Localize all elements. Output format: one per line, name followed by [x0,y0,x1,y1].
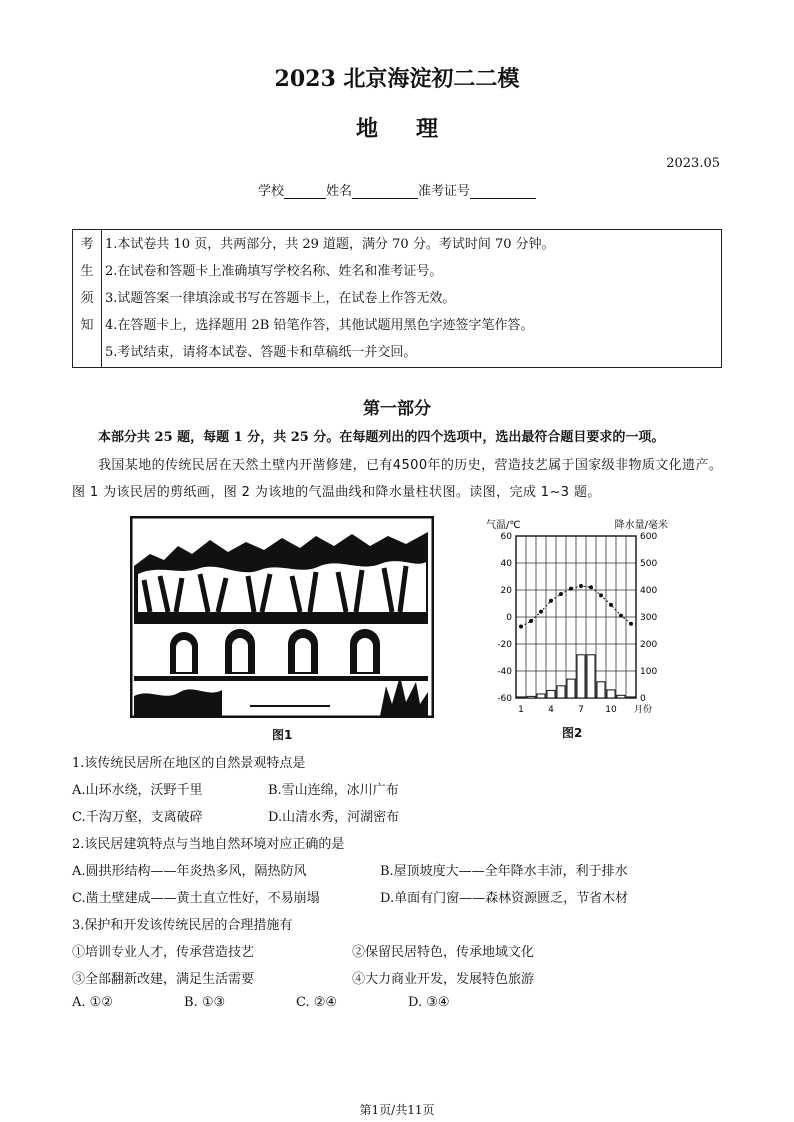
notice-rule: 5.考试结束，请将本试卷、答题卡和草稿纸一并交回。 [105,345,417,360]
temp-tick-label: 0 [506,613,512,623]
notice-rule: 2.在试卷和答题卡上准确填写学校名称、姓名和准考证号。 [105,264,443,279]
precip-tick-label: 500 [640,559,658,569]
temperature-point [629,622,633,626]
temperature-point [519,624,523,628]
q1-option-c: C.千沟万壑，支离破碎 [72,810,203,825]
notice-rule: 4.在答题卡上，选择题用 2B 铅笔作答，其他试题用黑色字迹签字笔作答。 [105,318,534,333]
school-blank [284,185,326,199]
precip-bar [567,679,575,698]
part-intro: 本部分共 25 题，每题 1 分，共 25 分。在每题列出的四个选项中，选出最符合题目要求的一项。 [98,430,665,445]
subject-title: 地理 [355,116,476,142]
exam-no-label: 准考证号 [418,184,471,199]
name-blank [352,185,418,199]
month-tick-label: 10 [605,705,617,715]
page-footer: 第1页/共11页 [359,1103,435,1117]
temperature-point [589,585,593,589]
q3-option-d: D. ③④ [408,995,450,1010]
precip-tick-label: 300 [640,613,658,623]
q2-option-b: B.屋顶坡度大——全年降水丰沛，利于排水 [380,864,628,879]
temp-tick-label: 60 [500,532,512,542]
climate-chart-svg [486,514,668,718]
precip-bar [617,695,625,698]
temperature-point [549,599,553,603]
temp-tick-label: -60 [497,694,512,704]
q3-option-b: B. ①③ [184,995,226,1010]
exam-date: 2023.05 [666,156,720,171]
school-label: 学校 [257,184,284,199]
q3-item-3: ③全部翻新改建，满足生活需要 [72,972,255,987]
question-3-stem: 3.保护和开发该传统民居的合理措施有 [72,918,293,933]
temperature-point [619,614,623,618]
q2-option-d: D.单面有门窗——森林资源匮乏，节省木材 [380,891,629,906]
q1-option-b: B.雪山连绵，冰川广布 [268,783,399,798]
notice-rule: 1.本试卷共 10 页，共两部分，共 29 道题，满分 70 分。考试时间 70 分钟。 [105,237,555,252]
student-info-line [0,180,794,199]
precip-bar [557,686,565,698]
month-tick-label: 7 [578,705,584,715]
temperature-point [569,587,573,591]
temperature-point [599,593,603,597]
temp-tick-label: -40 [497,667,512,677]
name-label: 姓名 [325,184,352,199]
precip-tick-label: 400 [640,586,658,596]
notice-side-label: 考 生 须 知 [73,230,102,368]
precip-bar [527,696,535,698]
month-tick-label: 4 [548,705,554,715]
q3-item-4: ④大力商业开发，发展特色旅游 [352,972,535,987]
precip-tick-label: 100 [640,667,658,677]
precip-tick-label: 0 [640,694,646,704]
q1-option-d: D.山清水秀，河湖密布 [268,810,400,825]
temp-tick-label: 20 [500,586,512,596]
q3-item-1: ①培训专业人才，传承营造技艺 [72,945,255,960]
x-axis-label: 月份 [634,705,653,715]
q3-option-c: C. ②④ [296,995,338,1010]
papercut-image [130,516,434,718]
temp-tick-label: 40 [500,559,512,569]
precip-bar [547,690,555,698]
temperature-point [529,619,533,623]
figure-2-caption: 图2 [562,726,583,740]
passage: 我国某地的传统民居在天然土壁内开凿修建，已有4500年的历史，营造技艺属于国家级非物质文化遗产。图 1 为该民居的剪纸画，图 2 为该地的气温曲线和降水量柱状图。读图，完成 1~3 题。 [72,458,723,500]
question-2-stem: 2.该民居建筑特点与当地自然环境对应正确的是 [72,837,345,852]
precip-bar [587,655,595,698]
exam-title: 2023 北京海淀初二二模 [274,66,520,92]
q2-option-a: A.圆拱形结构——年炎热多风，隔热防风 [72,864,307,879]
temperature-point [539,610,543,614]
precip-bar [537,694,545,698]
notice-rules [102,230,722,368]
temp-axis-label: 气温/℃ [486,520,521,531]
precip-tick-label: 200 [640,640,658,650]
temperature-point [559,592,563,596]
month-tick-label: 1 [518,705,524,715]
precip-bar [627,697,635,698]
precip-axis-label: 降水量/毫米 [614,520,668,531]
part-title: 第一部分 [363,399,431,419]
question-1-stem: 1.该传统民居所在地区的自然景观特点是 [72,756,306,771]
precip-bar [517,697,525,698]
q3-item-2: ②保留民居特色，传承地域文化 [352,945,535,960]
precip-bar [597,682,605,698]
temperature-point [579,584,583,588]
figure-1-papercut [130,516,434,742]
precip-bar [577,655,585,698]
q1-option-a: A.山环水绕，沃野千里 [72,783,203,798]
temp-tick-label: -20 [497,640,512,650]
exam-notice-table [72,229,722,368]
figure-1-caption: 图1 [272,728,293,742]
figure-2-climate-chart [486,514,668,740]
q2-option-c: C.凿土壁建成——黄土直立性好，不易崩塌 [72,891,320,906]
precip-tick-label: 600 [640,532,658,542]
exam-no-blank [470,185,536,199]
notice-rule: 3.试题答案一律填涂或书写在答题卡上，在试卷上作答无效。 [105,291,456,306]
precip-bar [607,690,615,698]
q3-option-a: A. ①② [72,995,113,1010]
temperature-point [609,603,613,607]
